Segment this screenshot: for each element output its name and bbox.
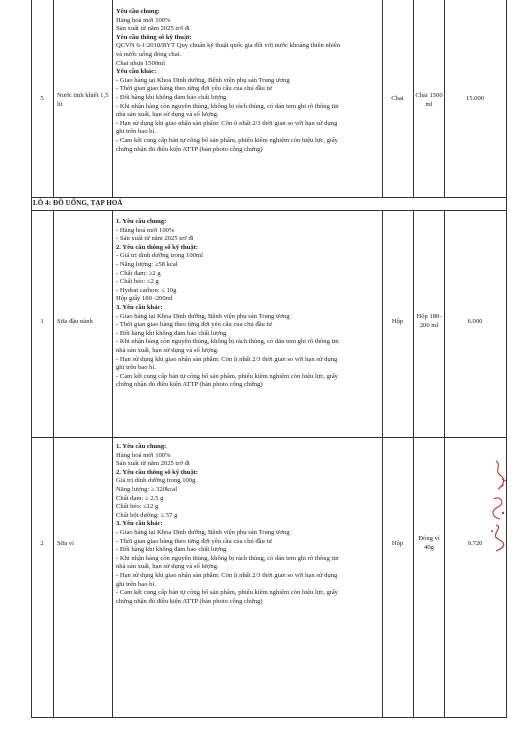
spec-line: - Thời gian giao hàng theo từng đợt yêu cầu của chủ đầu tư xyxy=(116,321,272,329)
package-spec: Chai 1500 ml xyxy=(415,92,443,108)
spec-line: - Đổi hàng khi không đảm bảo chất lượng xyxy=(116,93,227,101)
spec-line: chứng nhận đủ điều kiện ATTP (bản photo công chứng) xyxy=(116,145,263,153)
package-spec: Hộp 180-200 ml xyxy=(416,313,442,329)
spec-line: - Thời gian giao hàng theo từng đợt yêu cầu của chủ đầu tư xyxy=(116,85,272,93)
spec-line: - Hạn sử dụng khi giao nhận sản phẩm: Còn ít nhất 2/3 thời gian so với hạn sử dụng xyxy=(116,119,338,127)
spec-line: ghi trên bao bì. xyxy=(116,128,156,136)
unit: Hộp xyxy=(391,318,404,325)
spec-line: - Hạn sử dụng khi giao nhận sản phẩm: Còn ít nhất 2/3 thời gian so với hạn sử dụng xyxy=(116,355,338,363)
spec-line: ghi trên bao bì. xyxy=(116,364,156,372)
col-rule xyxy=(112,0,113,718)
col-rule xyxy=(53,0,54,718)
product-name: Sữa vỉ xyxy=(57,540,74,547)
spec-line: - Chất béo: ≤2 g xyxy=(116,278,159,286)
quantity: 15.000 xyxy=(465,95,485,102)
group-title: LÔ 4: ĐỒ UỐNG, TẠP HOÁ xyxy=(33,199,123,207)
col-rule xyxy=(444,0,445,718)
spec-line: - Giao hàng tại Khoa Dinh dưỡng, Bệnh viện phụ sản Trung ương xyxy=(116,312,290,320)
spec-line: Giá trị dinh dưỡng trong 100g xyxy=(116,477,196,485)
spec-line: ghi trên bao bì. xyxy=(116,580,156,588)
spec-line: nhà sản xuất, hạn sử dụng và số lượng. xyxy=(116,563,219,571)
signature-stamp-mark xyxy=(480,455,520,555)
spec-line: 3. Yêu cầu khác: xyxy=(116,303,163,311)
spec-line: - Đổi hàng khi không đảm bảo chất lượng xyxy=(116,329,227,337)
spec-line: - Giá trị dinh dưỡng trong 100ml xyxy=(116,252,203,260)
spec-block xyxy=(116,218,382,390)
spec-line: Sản xuất từ năm 2025 trở đi xyxy=(116,460,190,468)
spec-line: - Cam kết cung cấp bản tự công bố sản phẩm, phiếu kiểm nghiệm còn hiệu lực, giấy xyxy=(116,136,338,144)
spec-line: Chất bột đường: ≤ 57 g xyxy=(116,511,178,519)
spec-line: 2. Yêu cầu thông số kỹ thuật: xyxy=(116,243,199,251)
spec-line: 2. Yêu cầu thông số kỹ thuật: xyxy=(116,468,199,476)
row-number: 1 xyxy=(40,318,44,325)
spec-line: - Năng lượng: ≥58 kcal xyxy=(116,260,178,268)
spec-line: - Giao hàng tại Khoa Dinh dưỡng, Bệnh viện phụ sản Trung ương xyxy=(116,528,290,536)
spec-line: và nước uống đóng chai. xyxy=(116,50,182,58)
row-number: 5 xyxy=(40,95,44,102)
spec-line: Chất đạm: ≥ 2.5 g xyxy=(116,494,164,502)
product-name: Sữa đậu nành xyxy=(57,318,93,325)
col-rule xyxy=(382,0,383,718)
spec-line: Yêu cầu chung: xyxy=(116,8,160,15)
spec-line: 1. Yêu cầu chung: xyxy=(116,443,167,450)
row-rule xyxy=(31,437,507,438)
spec-block xyxy=(116,443,382,606)
spec-line: Năng lượng: ≥ 320kcal xyxy=(116,485,178,493)
row-rule xyxy=(31,210,507,211)
spec-line: - Giao hàng tại Khoa Dinh dưỡng, Bệnh viện phụ sản Trung ương xyxy=(116,76,290,84)
quantity: 9.720 xyxy=(467,540,483,547)
spec-line: - Cam kết cung cấp bản tự công bố sản phẩm, phiếu kiểm nghiệm còn hiệu lực, giấy xyxy=(116,589,338,597)
row-number: 2 xyxy=(40,540,44,547)
spec-line: Hàng hoá mới 100% xyxy=(116,451,171,459)
spec-line: - Thời gian giao hàng theo từng đợt yêu cầu của chủ đầu tư xyxy=(116,537,272,545)
spec-line: 1. Yêu cầu chung: xyxy=(116,218,167,225)
spec-line: QCVN 6-1:2010/BYT Quy chuẩn kỹ thuật quốc gia đối với nước khoáng thiên nhiên xyxy=(116,42,341,50)
quantity: 6.000 xyxy=(467,318,483,325)
spec-line: - Hydrat carbon: ≤ 10g xyxy=(116,286,177,294)
spec-line: nhà sản xuất, hạn sử dụng và số lượng. xyxy=(116,346,219,354)
spec-line: - Khi nhận hàng còn nguyên thùng, không bị rách thùng, có dán tem ghi rõ thông tin xyxy=(116,102,339,110)
spec-line: - Chất đạm: ≥2 g xyxy=(116,269,161,277)
spec-line: - Sản xuất từ năm 2025 trở đi xyxy=(116,235,194,243)
spec-line: chứng nhận đủ điều kiện ATTP (bản photo công chứng) xyxy=(116,381,263,389)
spec-line: - Hàng hoá mới 100% xyxy=(116,226,175,234)
spec-line: Yêu cầu thông số kỹ thuật: xyxy=(116,33,192,41)
spec-line: Hộp giấy 180 -200ml xyxy=(116,295,173,303)
package-spec: Đóng vỉ 40g xyxy=(418,535,440,551)
unit: Hộp xyxy=(391,540,404,547)
spec-block xyxy=(116,8,382,154)
spec-line: - Đổi hàng khi không đảm bảo chất lượng xyxy=(116,546,227,554)
spec-line: nhà sản xuất, hạn sử dụng và số lượng. xyxy=(116,111,219,119)
spec-line: chứng nhận đủ điều kiện ATTP (bản photo công chứng) xyxy=(116,597,263,605)
spec-line: Sản xuất từ năm 2025 trở đi xyxy=(116,25,190,33)
spec-line: - Hạn sử dụng khi giao nhận sản phẩm: Còn ít nhất 2/3 thời gian so với hạn sử dụng xyxy=(116,571,338,579)
spec-line: Hàng hoá mới 100% xyxy=(116,16,171,24)
spec-line: Yêu cầu khác: xyxy=(116,68,157,76)
spec-line: Chất béo: ≤12 g xyxy=(116,503,159,511)
unit: Chai xyxy=(391,95,404,102)
spec-line: 3. Yêu cầu khác: xyxy=(116,520,163,528)
spec-line: - Cam kết cung cấp bản tự công bố sản phẩm, phiếu kiểm nghiệm còn hiệu lực, giấy xyxy=(116,372,338,380)
spec-line: - Khi nhận hàng còn nguyên thùng, không bị rách thùng, có dán tem ghi rõ thông tin xyxy=(116,338,339,346)
spec-line: - Khi nhận hàng còn nguyên thùng, không bị rách thùng, có dán tem ghi rõ thông tin xyxy=(116,554,339,562)
spec-line: Chai nhựa 1500ml xyxy=(116,59,165,67)
product-name: Nước tinh khiết 1,5 lít xyxy=(57,92,109,108)
